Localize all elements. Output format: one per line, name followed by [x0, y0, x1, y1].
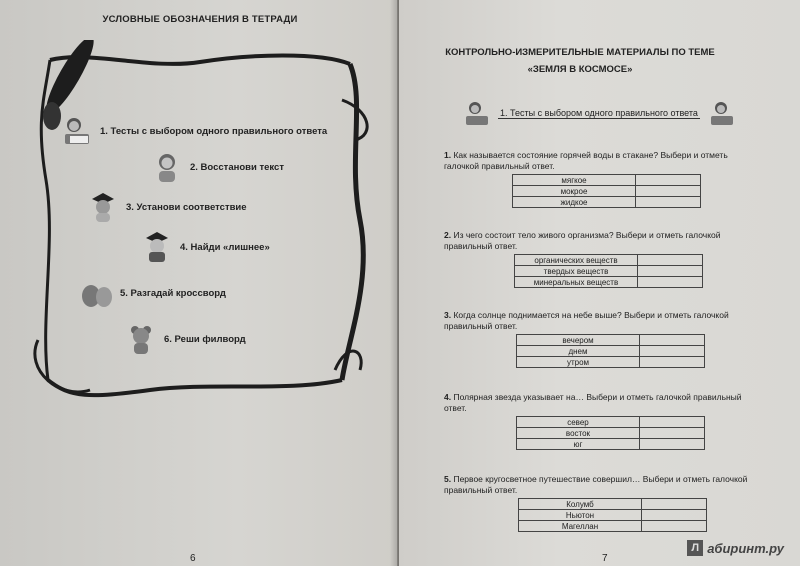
- answer-option: твердых веществ: [515, 266, 638, 277]
- question-number: 3.: [444, 310, 452, 320]
- checkbox-cell[interactable]: [636, 197, 701, 208]
- answer-row: [517, 357, 705, 368]
- legend-item-restore-text: [150, 150, 284, 184]
- legend-item-tests: [60, 114, 327, 148]
- legend-item-fillword: [124, 322, 246, 356]
- legend-label: 1. Тесты с выбором одного правильного ответа: [100, 125, 328, 137]
- answer-table-2: [514, 254, 703, 288]
- question-text: Как называется состояние горячей воды в стакане? Выбери и отметь галочкой правильный ответ.: [444, 150, 728, 171]
- title-line-1: КОНТРОЛЬНО-ИЗМЕРИТЕЛЬНЫЕ МАТЕРИАЛЫ ПО ТЕМЕ: [445, 47, 715, 58]
- checkbox-cell[interactable]: [640, 417, 705, 428]
- bear-icon: [124, 322, 158, 356]
- page-number-left: 6: [190, 553, 196, 564]
- answer-row: [519, 521, 707, 532]
- answer-row: [517, 417, 705, 428]
- checkbox-cell[interactable]: [640, 428, 705, 439]
- section-title: 1. Тесты с выбором одного правильного ответа: [500, 107, 698, 118]
- reading-child-icon: [706, 98, 736, 128]
- answer-row: [517, 428, 705, 439]
- question-number: 4.: [444, 392, 452, 402]
- question-text: Первое кругосветное путешествие совершил… Выбери и отметь галочкой правильный ответ.: [444, 474, 748, 495]
- checkbox-cell[interactable]: [640, 439, 705, 450]
- legend-item-crossword: [80, 276, 226, 310]
- question-number: 1.: [444, 150, 452, 160]
- answer-option: органических веществ: [515, 255, 638, 266]
- checkbox-cell[interactable]: [640, 346, 705, 357]
- answer-row: [515, 255, 703, 266]
- checkbox-cell[interactable]: [636, 175, 701, 186]
- checkbox-cell[interactable]: [642, 510, 707, 521]
- page-number-right: 7: [602, 553, 608, 564]
- answer-option: минеральных веществ: [515, 277, 638, 288]
- question-1: [444, 150, 764, 172]
- answer-table-1: [512, 174, 701, 208]
- legend-label: 5. Разгадай кроссворд: [120, 287, 226, 299]
- question-number: 5.: [444, 474, 452, 484]
- answer-table-4: [516, 416, 705, 450]
- answer-row: [515, 277, 703, 288]
- legend-item-match: [86, 190, 247, 224]
- puzzle-animals-icon: [80, 276, 114, 310]
- question-3: [444, 310, 764, 332]
- labirint-logo-icon: Л: [687, 540, 703, 556]
- thinking-child-icon: [150, 150, 184, 184]
- answer-row: [517, 335, 705, 346]
- section-heading: [462, 98, 736, 128]
- watermark: [687, 540, 784, 556]
- answer-row: [513, 175, 701, 186]
- graduate-boy-icon: [140, 230, 174, 264]
- answer-row: [517, 439, 705, 450]
- reading-child-icon: [462, 98, 492, 128]
- answer-option: жидкое: [513, 197, 636, 208]
- checkbox-cell[interactable]: [640, 357, 705, 368]
- checkbox-cell[interactable]: [640, 335, 705, 346]
- graduate-bear-icon: [86, 190, 120, 224]
- answer-option: мокрое: [513, 186, 636, 197]
- legend-label: 6. Реши филворд: [164, 333, 246, 345]
- answer-option: днем: [517, 346, 640, 357]
- answer-row: [513, 186, 701, 197]
- answer-option: вечером: [517, 335, 640, 346]
- title-line-2: «ЗЕМЛЯ В КОСМОСЕ»: [527, 64, 633, 75]
- left-page: [0, 0, 398, 566]
- answer-option: Ньютон: [519, 510, 642, 521]
- checkbox-cell[interactable]: [638, 266, 703, 277]
- answer-table-3: [516, 334, 705, 368]
- watermark-text: абиринт.ру: [707, 540, 784, 556]
- answer-option: мягкое: [513, 175, 636, 186]
- legend-label: 3. Установи соответствие: [126, 201, 247, 213]
- legend-label: 2. Восстанови текст: [190, 161, 284, 173]
- answer-row: [517, 346, 705, 357]
- answer-option: восток: [517, 428, 640, 439]
- legend-label: 4. Найди «лишнее»: [180, 241, 270, 253]
- checkbox-cell[interactable]: [642, 499, 707, 510]
- answer-option: Колумб: [519, 499, 642, 510]
- answer-option: юг: [517, 439, 640, 450]
- legend-item-odd-one: [140, 230, 270, 264]
- answer-option: утром: [517, 357, 640, 368]
- question-text: Из чего состоит тело живого организма? Выбери и отметь галочкой правильный ответ.: [444, 230, 721, 251]
- checkbox-cell[interactable]: [638, 255, 703, 266]
- answer-table-5: [518, 498, 707, 532]
- answer-option: север: [517, 417, 640, 428]
- checkbox-cell[interactable]: [642, 521, 707, 532]
- question-4: [444, 392, 764, 414]
- reading-child-icon: [60, 114, 94, 148]
- question-text: Когда солнце поднимается на небе выше? Выбери и отметь галочкой правильный ответ.: [444, 310, 729, 331]
- legend-title: УСЛОВНЫЕ ОБОЗНАЧЕНИЯ В ТЕТРАДИ: [102, 14, 298, 25]
- answer-row: [513, 197, 701, 208]
- answer-row: [515, 266, 703, 277]
- question-2: [444, 230, 764, 252]
- answer-row: [519, 499, 707, 510]
- answer-option: Магеллан: [519, 521, 642, 532]
- checkbox-cell[interactable]: [638, 277, 703, 288]
- checkbox-cell[interactable]: [636, 186, 701, 197]
- question-number: 2.: [444, 230, 452, 240]
- page-title: [440, 44, 720, 78]
- answer-row: [519, 510, 707, 521]
- question-text: Полярная звезда указывает на… Выбери и отметь галочкой правильный ответ.: [444, 392, 742, 413]
- question-5: [444, 474, 764, 496]
